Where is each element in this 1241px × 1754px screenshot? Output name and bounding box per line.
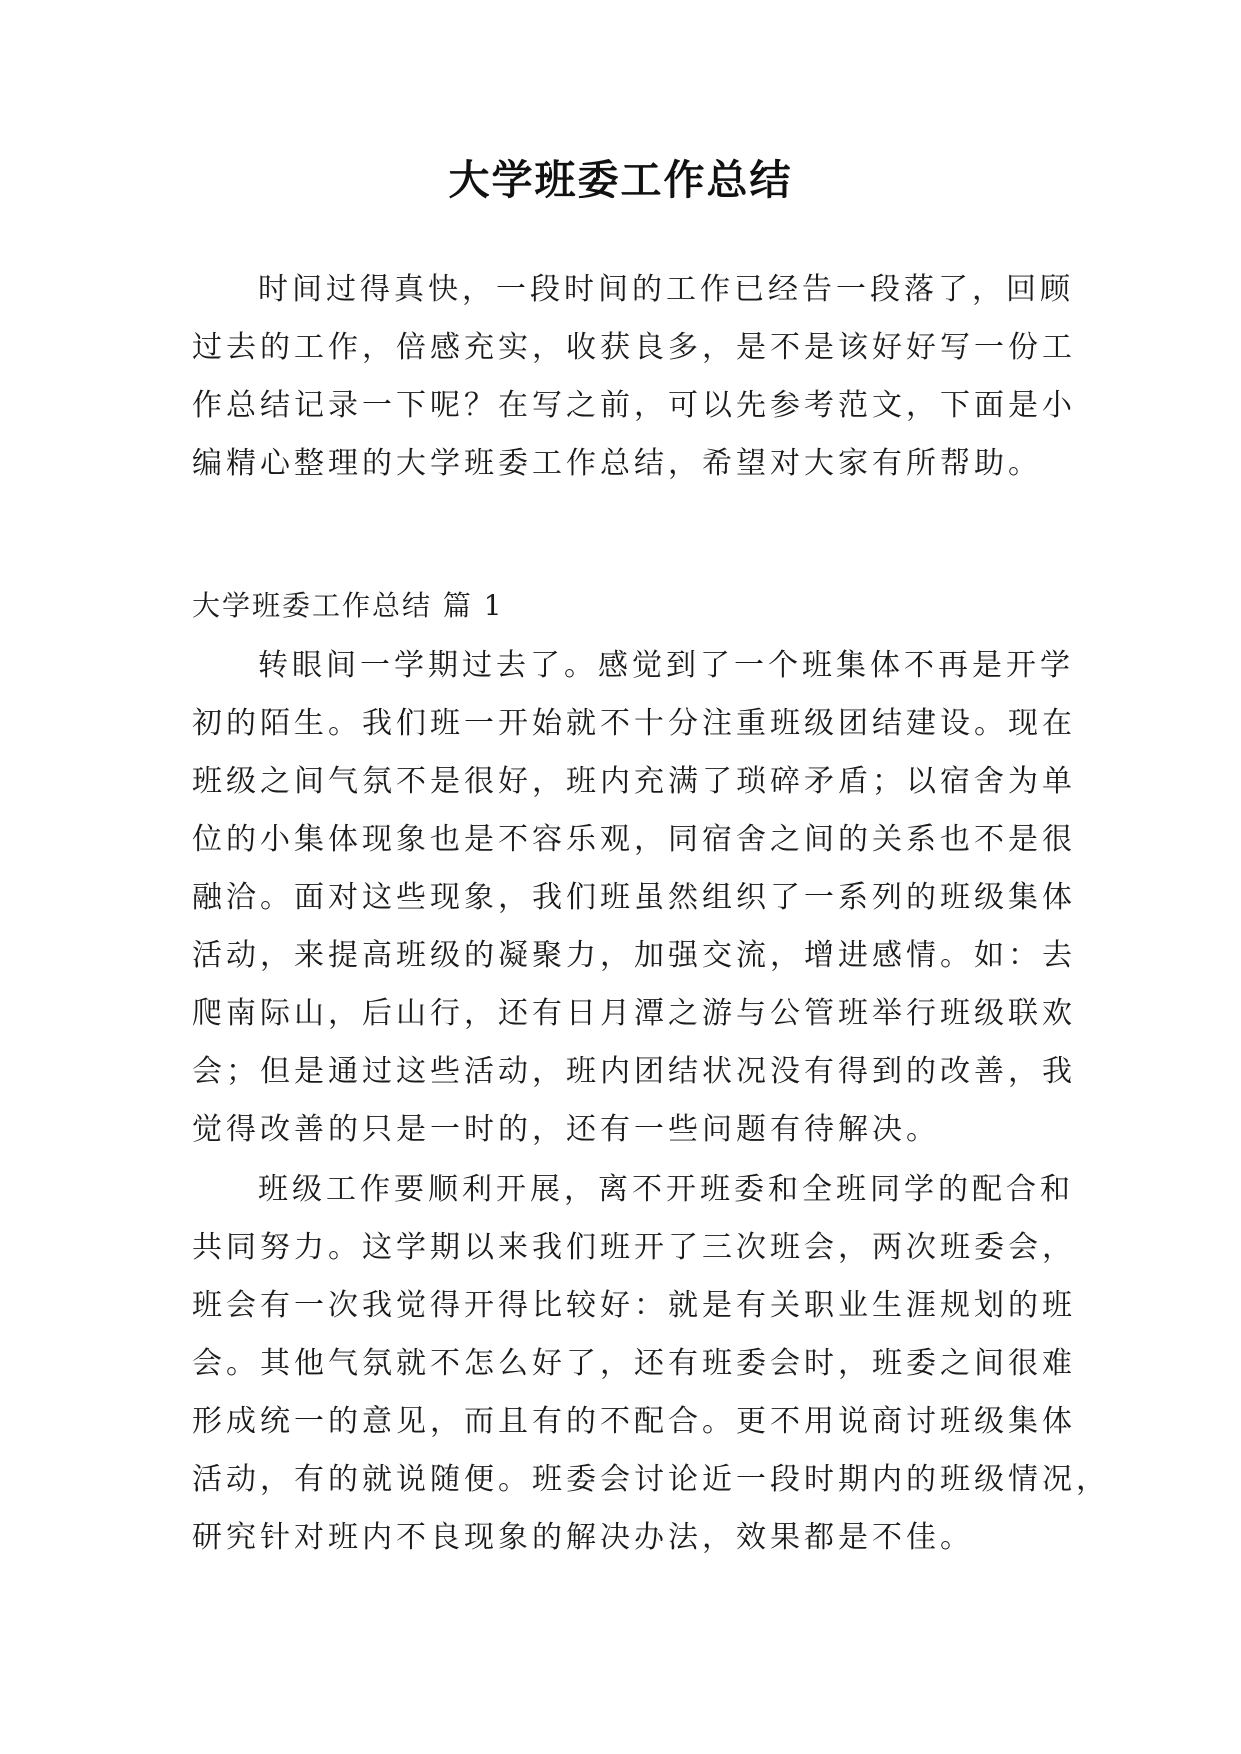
document-title: 大学班委工作总结 xyxy=(448,156,793,204)
paragraph-line: 班级之间气氛不是很好，班内充满了琐碎矛盾；以宿舍为单 xyxy=(192,764,1076,799)
paragraph-line: 形成统一的意见，而且有的不配合。更不用说商讨班级集体 xyxy=(192,1404,1076,1439)
paragraph-line: 班级工作要顺利开展，离不开班委和全班同学的配合和 xyxy=(258,1172,1074,1207)
intro-line: 编精心整理的大学班委工作总结，希望对大家有所帮助。 xyxy=(192,446,1042,481)
paragraph-line: 活动，来提高班级的凝聚力，加强交流，增进感情。如：去 xyxy=(192,938,1076,973)
section-heading: 大学班委工作总结 篇 1 xyxy=(192,589,504,622)
body-paragraph-2 xyxy=(192,1161,1110,1567)
paragraph-line: 会；但是通过这些活动，班内团结状况没有得到的改善，我 xyxy=(192,1054,1076,1089)
paragraph-line: 会。其他气氛就不怎么好了，还有班委会时，班委之间很难 xyxy=(192,1346,1076,1381)
paragraph-line: 活动，有的就说随便。班委会讨论近一段时期内的班级情况， xyxy=(192,1462,1110,1497)
paragraph-line: 初的陌生。我们班一开始就不十分注重班级团结建设。现在 xyxy=(192,706,1076,741)
body-paragraph-1 xyxy=(192,637,1076,1159)
paragraph-line: 位的小集体现象也是不容乐观，同宿舍之间的关系也不是很 xyxy=(192,822,1076,857)
paragraph-line: 融洽。面对这些现象，我们班虽然组织了一系列的班级集体 xyxy=(192,880,1076,915)
paragraph-line: 共同努力。这学期以来我们班开了三次班会，两次班委会， xyxy=(192,1230,1076,1265)
paragraph-line: 转眼间一学期过去了。感觉到了一个班集体不再是开学 xyxy=(258,648,1074,683)
intro-line: 作总结记录一下呢？在写之前，可以先参考范文，下面是小 xyxy=(192,388,1076,423)
paragraph-line: 觉得改善的只是一时的，还有一些问题有待解决。 xyxy=(192,1112,940,1147)
paragraph-line: 研究针对班内不良现象的解决办法，效果都是不佳。 xyxy=(192,1520,974,1555)
intro-line: 时间过得真快，一段时间的工作已经告一段落了，回顾 xyxy=(258,272,1074,307)
paragraph-line: 爬南际山，后山行，还有日月潭之游与公管班举行班级联欢 xyxy=(192,996,1076,1031)
paragraph-line: 班会有一次我觉得开得比较好：就是有关职业生涯规划的班 xyxy=(192,1288,1076,1323)
intro-paragraph xyxy=(192,261,1076,493)
intro-line: 过去的工作，倍感充实，收获良多，是不是该好好写一份工 xyxy=(192,330,1076,365)
